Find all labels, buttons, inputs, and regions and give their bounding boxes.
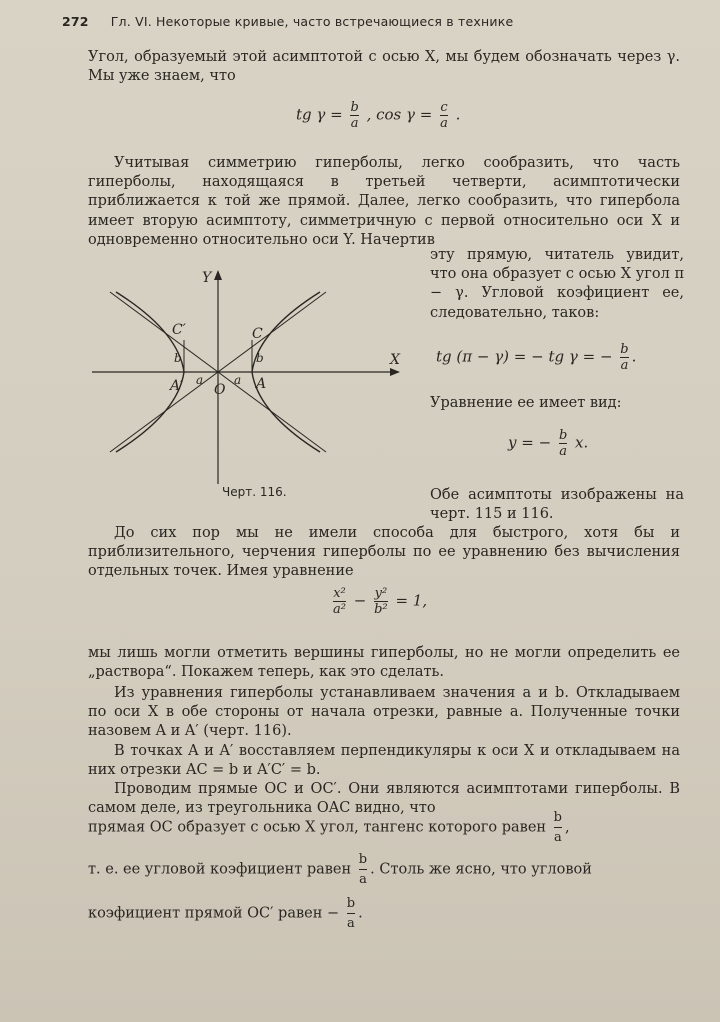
- formula-hyperbola-equation: [330, 586, 427, 617]
- y-axis-arrow: [214, 270, 222, 280]
- numerator: x²: [333, 586, 346, 601]
- text-run: .: [358, 905, 363, 922]
- label-b-right: b: [256, 351, 264, 365]
- fraction: [374, 586, 388, 617]
- label-c-prime: C′: [172, 322, 186, 338]
- numerator: b: [558, 428, 568, 443]
- denominator: a: [350, 116, 359, 131]
- running-header: [62, 14, 694, 29]
- numerator: b: [346, 896, 356, 911]
- formula-text: tg γ =: [296, 105, 343, 124]
- side-paragraph-2: Уравнение ее имеет вид:: [430, 395, 622, 411]
- side-paragraph-1: эту прямую, читатель увидит, что она образует с осью X угол π − γ. Угловой коэфициент ее, следовательно, таков:: [430, 247, 684, 321]
- formula-text: = 1,: [395, 591, 428, 610]
- fraction: [347, 894, 355, 933]
- paragraph-10: [88, 894, 680, 933]
- label-a-right: a: [234, 373, 242, 387]
- text-run: прямая OC образует с осью X угол, тангенс которого равен: [88, 819, 547, 836]
- text-run: ,: [565, 819, 570, 836]
- side-paragraph-3: Обе асимптоты изображены на черт. 115 и 116.: [430, 487, 684, 523]
- label-point-a: A: [256, 376, 267, 392]
- fraction: [359, 850, 367, 889]
- x-axis-arrow: [390, 368, 400, 376]
- paragraph-7: Проводим прямые OC и OC′. Они являются асимптотами гиперболы. В самом деле, из треугольника OAC видно, что: [88, 781, 680, 817]
- fraction: [559, 428, 567, 459]
- text-run: коэфициент прямой OC′ равен −: [88, 905, 340, 922]
- hyperbola-figure: [90, 262, 410, 484]
- paragraph-3: До сих пор мы не имели способа для быстрого, хотя бы и приблизительного, черчения гиперболы по ее уравнению без вычисления отдельных точек. Имея уравнение: [88, 525, 680, 580]
- numerator: b: [358, 852, 368, 867]
- label-origin: O: [214, 382, 226, 398]
- denominator: a: [553, 830, 562, 846]
- label-c: C: [252, 326, 263, 342]
- page-number: 272: [62, 14, 89, 29]
- denominator: a: [440, 116, 448, 131]
- denominator: a: [559, 444, 567, 459]
- formula-asymptote-equation: [508, 428, 588, 459]
- text-run: т. е. ее угловой коэфициент равен: [88, 861, 352, 878]
- numerator: y²: [374, 586, 388, 601]
- numerator: c: [440, 100, 448, 115]
- paragraph-6: В точках A и A′ восставляем перпендикуляры к оси X и откладываем на них отрезки AC = b и A′C′ = b.: [88, 743, 680, 779]
- fraction: [333, 586, 346, 617]
- fraction: [350, 100, 358, 131]
- text-run: . Столь же ясно, что угловой: [370, 861, 592, 878]
- figure-caption: Черт. 116.: [222, 485, 287, 499]
- label-a-left: a: [196, 373, 204, 387]
- denominator: a²: [333, 602, 346, 617]
- paragraph-2: Учитывая симметрию гиперболы, легко сообразить, что часть гиперболы, находящаяся в третьей четверти, асимптотически приближается к той же прямой. Далее, легко сообразить, что гипербола имеет вторую асимптоту, симметричную с первой относительно оси X и одновременно относительно оси Y. Начертив: [88, 155, 680, 248]
- paragraph-5: Из уравнения гиперболы устанавливаем значения a и b. Откладываем по оси X в обе стороны от начала отрезки, равные a. Полученные точки назовем A и A′ (черт. 116).: [88, 685, 680, 740]
- formula-text: x.: [575, 433, 589, 452]
- paragraph-8: [88, 808, 680, 847]
- denominator: b²: [374, 602, 388, 617]
- numerator: b: [553, 810, 562, 825]
- formula-tg-cos: [296, 100, 460, 131]
- denominator: a: [359, 872, 367, 888]
- formula-text: , cos γ =: [366, 105, 433, 124]
- fraction: [554, 808, 562, 847]
- label-x: X: [390, 352, 400, 368]
- running-title: Гл. VI. Некоторые кривые, часто встречающиеся в технике: [110, 14, 514, 29]
- fraction: [620, 342, 628, 373]
- formula-tg-pi-minus-gamma: tg (π − γ) = − tg γ = − $\frac{b}{a}$ .: [436, 342, 637, 373]
- label-y: Y: [202, 270, 212, 286]
- denominator: a: [620, 358, 629, 373]
- formula-text: tg (π − γ) = − tg γ = −: [436, 347, 613, 366]
- formula-text: y = −: [508, 433, 552, 452]
- denominator: a: [347, 916, 355, 932]
- numerator: b: [620, 342, 629, 357]
- formula-text: .: [455, 105, 461, 124]
- paragraph-9: [88, 850, 680, 889]
- fraction: [440, 100, 448, 131]
- formula-text: −: [353, 591, 367, 610]
- label-b-left: b: [174, 351, 182, 365]
- paragraph-4: мы лишь могли отметить вершины гиперболы, но не могли определить ее „раствора“. Покажем теперь, как это сделать.: [88, 645, 680, 681]
- paragraph-1: Угол, образуемый этой асимптотой с осью X, мы будем обозначать через γ. Мы уже знаем, что: [88, 49, 680, 85]
- label-point-a-prime: A′: [170, 378, 184, 394]
- numerator: b: [350, 100, 359, 115]
